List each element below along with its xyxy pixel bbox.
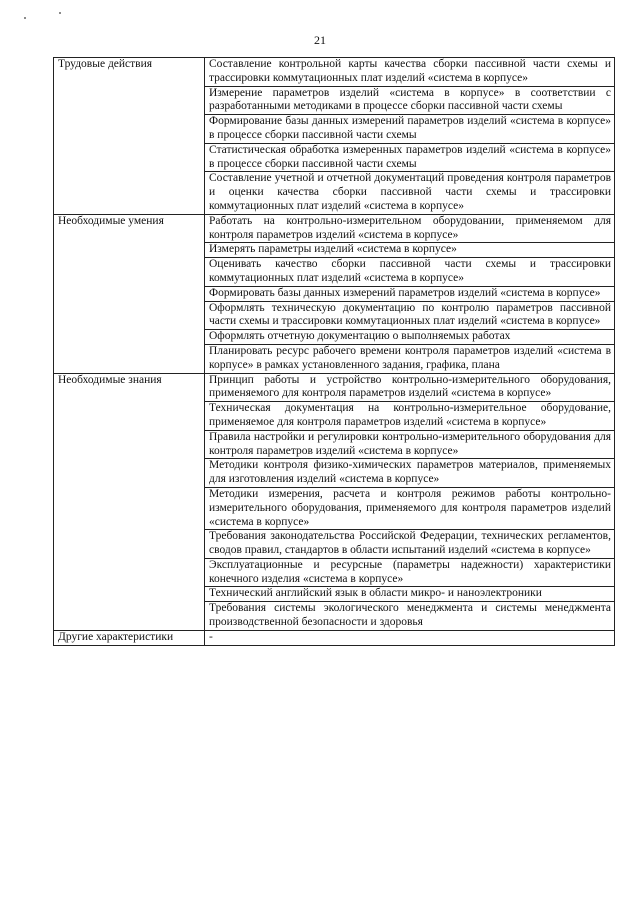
- table-cell: Работать на контрольно-измерительном оборудовании, применяемом для контроля параметров изделий «система в корпусе»: [205, 214, 615, 243]
- table-cell: Составление учетной и отчетной документаций проведения контроля параметров и оценки качества сборки пассивной части схемы и трассировки коммутационных плат изделий «система в корпусе»: [205, 172, 615, 214]
- section-label-labor-actions: Трудовые действия: [54, 58, 205, 215]
- table-cell: Формировать базы данных измерений параметров изделий «система в корпусе»: [205, 286, 615, 301]
- table-cell: Методики контроля физико-химических параметров материалов, применяемых для изготовления изделий «система в корпусе»: [205, 459, 615, 488]
- table-cell: Методики измерения, расчета и контроля режимов работы контрольно-измерительного оборудования, применяемого для контроля параметров изделий «система в корпусе»: [205, 487, 615, 529]
- table-cell: Оформлять техническую документацию по контролю параметров пассивной части схемы и трассировки коммутационных плат изделий «система в корпусе»: [205, 301, 615, 330]
- table-cell: Требования законодательства Российской Федерации, технических регламентов, сводов правил, стандартов в области испытаний изделий «система в корпусе»: [205, 530, 615, 559]
- section-label-required-skills: Необходимые умения: [54, 214, 205, 373]
- page-number: 21: [314, 33, 326, 47]
- table-row: [54, 214, 615, 243]
- table-cell: Составление контрольной карты качества сборки пассивной части схемы и трассировки коммутационных плат изделий «система в корпусе»: [205, 58, 615, 87]
- section-label-required-knowledge: Необходимые знания: [54, 373, 205, 630]
- table-row: [54, 630, 615, 645]
- table-cell: Измерять параметры изделий «система в корпусе»: [205, 243, 615, 258]
- competency-table: [53, 57, 615, 646]
- table-cell: Планировать ресурс рабочего времени контроля параметров изделий «система в корпусе» в рамках установленного задания, графика, плана: [205, 344, 615, 373]
- table-cell: Статистическая обработка измеренных параметров изделий «система в корпусе» в процессе сборки пассивной части схемы: [205, 143, 615, 172]
- table-cell: Формирование базы данных измерений параметров изделий «система в корпусе» в процессе сборки пассивной части схемы: [205, 115, 615, 144]
- table-row: [54, 58, 615, 87]
- table-cell: Оформлять отчетную документацию о выполняемых работах: [205, 330, 615, 345]
- table-cell: Принцип работы и устройство контрольно-измерительного оборудования, применяемого для контроля параметров изделий «система в корпусе»: [205, 373, 615, 402]
- table-cell: Требования системы экологического менеджмента и системы менеджмента производственной безопасности и здоровья: [205, 602, 615, 631]
- table-cell: Эксплуатационные и ресурсные (параметры надежности) характеристики конечного изделия «система в корпусе»: [205, 558, 615, 587]
- table-row: [54, 373, 615, 402]
- table-cell: Измерение параметров изделий «система в корпусе» в соответствии с разработанными методиками в процессе сборки пассивной части схемы: [205, 86, 615, 115]
- table-cell: Технический английский язык в области микро- и наноэлектроники: [205, 587, 615, 602]
- table-cell: Техническая документация на контрольно-измерительное оборудование, применяемое для контроля параметров изделий «система в корпусе»: [205, 402, 615, 431]
- table-cell: -: [205, 630, 615, 645]
- section-label-other-characteristics: Другие характеристики: [54, 630, 205, 645]
- scan-speck: [59, 12, 61, 14]
- table-cell: Правила настройки и регулировки контрольно-измерительного оборудования для контроля параметров изделий «система в корпусе»: [205, 430, 615, 459]
- scan-speck: [24, 17, 26, 19]
- table-cell: Оценивать качество сборки пассивной части схемы и трассировки коммутационных плат изделий «система в корпусе»: [205, 258, 615, 287]
